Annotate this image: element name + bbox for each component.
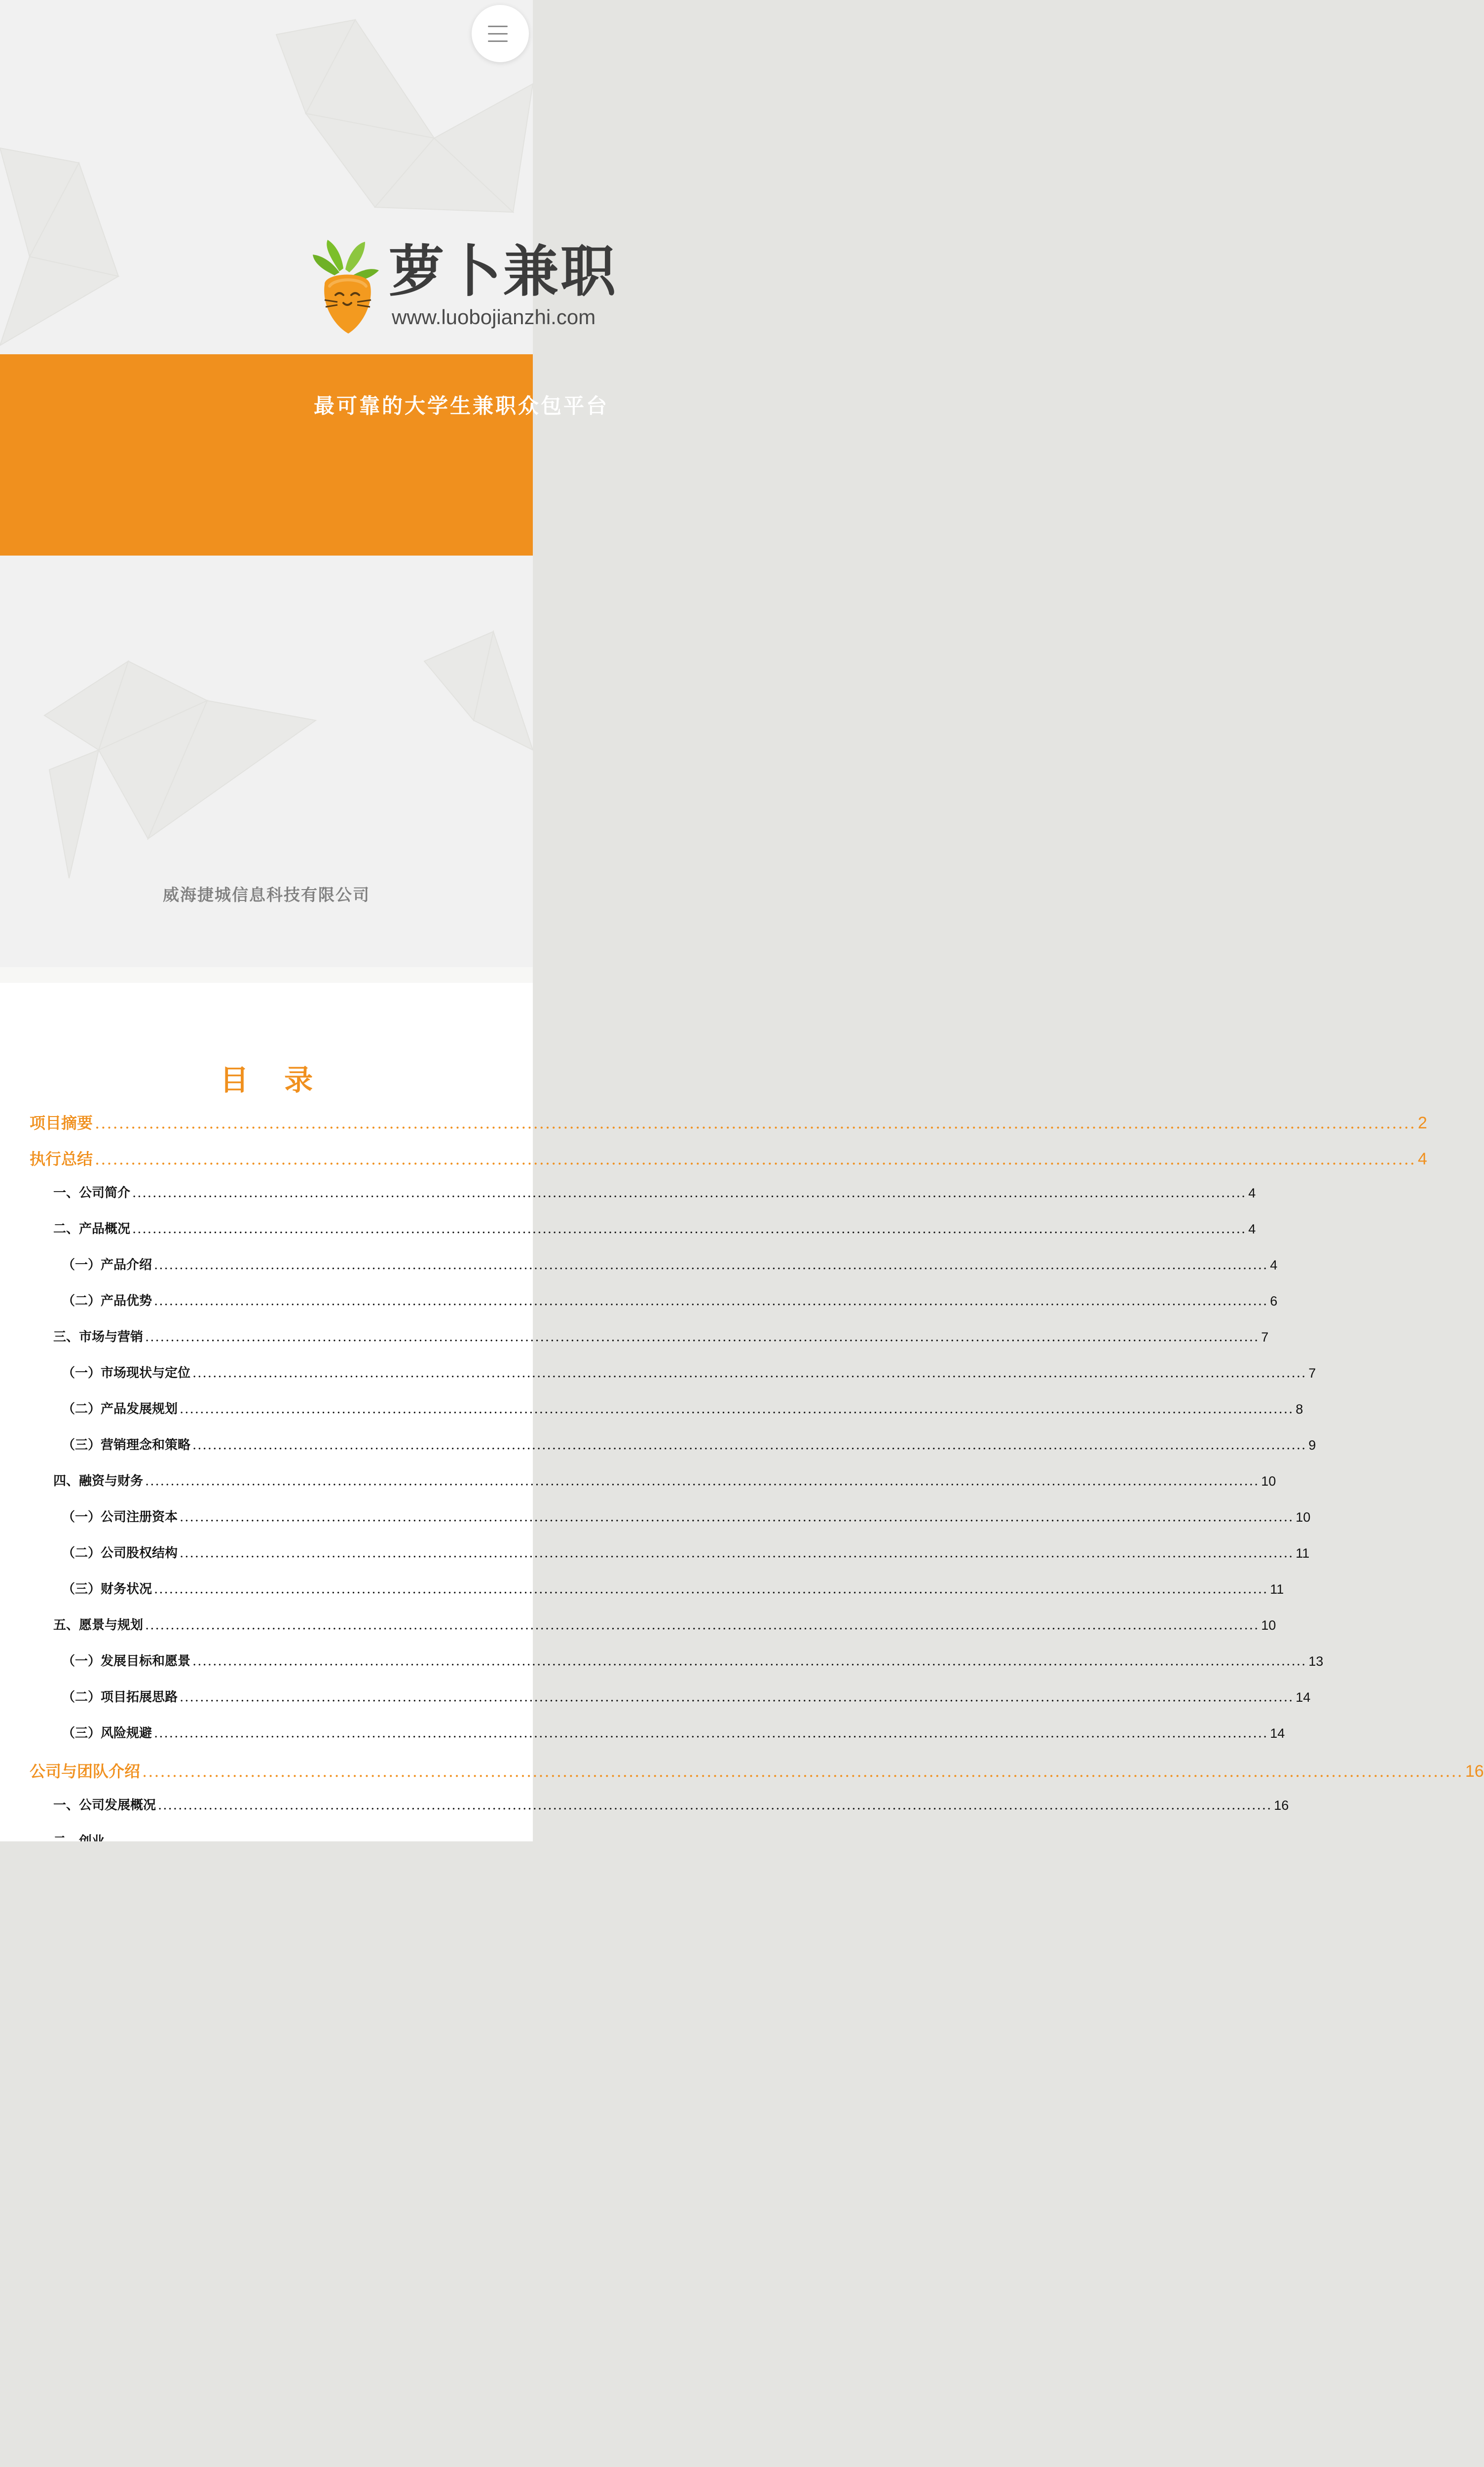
toc-entry-page: 7	[1308, 1366, 1316, 1381]
hamburger-menu-icon	[488, 26, 508, 27]
toc-entry-page: 13	[1308, 1654, 1324, 1669]
toc-entry-page: 14	[1270, 1726, 1285, 1741]
toc-entry-title: 一、公司发展概况	[53, 1798, 156, 1813]
toc-entry-page: 2	[1417, 1114, 1427, 1132]
toc-entry-title: （三）财务状况	[62, 1582, 152, 1597]
toc-entry-title: （一）公司注册资本	[62, 1510, 178, 1525]
toc-entry[interactable]	[62, 1436, 1316, 1454]
toc-entry[interactable]	[30, 1112, 1427, 1134]
toc-leader-dots: ............................................................................................................................................................................................................................	[145, 1618, 1260, 1633]
toc-leader-dots: ............................................................................................................................................................................................................................	[180, 1546, 1294, 1561]
toc-entry[interactable]	[62, 1508, 1311, 1526]
toc-leader-dots: ............................................................................................................................................................................................................................	[154, 1258, 1268, 1272]
toc-leader-dots: ............................................................................................................................................................................................................................	[132, 1186, 1247, 1200]
toc-entry-title: 四、融资与财务	[53, 1474, 144, 1489]
toc-entry-page: 4	[1270, 1258, 1278, 1272]
toc-leader-dots: ............................................................................................................................................................................................................................	[145, 1330, 1260, 1345]
toc-entry[interactable]	[53, 1328, 1269, 1346]
toc-leader-dots: ............................................................................................................................................................................................................................	[192, 1438, 1307, 1453]
toc-entry-page: 9	[1308, 1438, 1316, 1453]
toc-entry-page: 6	[1270, 1294, 1278, 1308]
menu-button[interactable]	[472, 5, 529, 62]
toc-entry-title: 二、产品概况	[53, 1222, 131, 1236]
toc-entry[interactable]	[62, 1364, 1316, 1382]
page-gap	[0, 967, 533, 983]
toc-entry-page: 11	[1270, 1582, 1284, 1597]
toc-entry[interactable]	[53, 1472, 1276, 1490]
toc-leader-dots: ............................................................................................................................................................................................................................	[154, 1726, 1268, 1741]
toc-entry[interactable]	[62, 1292, 1278, 1310]
carrot-mascot-icon	[305, 237, 384, 336]
brand-logo	[305, 237, 618, 340]
toc-entry-page: 11	[1296, 1546, 1310, 1561]
toc-entry-title: （三）营销理念和策略	[62, 1438, 191, 1453]
toc-entry[interactable]	[30, 1148, 1427, 1170]
toc-leader-dots: ............................................................................................................................................................................................................................	[132, 1222, 1247, 1236]
logo-url: www.luobojianzhi.com	[392, 305, 596, 329]
toc-leader-dots: ............................................................................................................................................................................................................................	[145, 1474, 1260, 1489]
empty-background	[0, 1841, 533, 2467]
toc-entry-page: 14	[1296, 1690, 1311, 1705]
toc-entry-title: （二）产品优势	[62, 1294, 152, 1308]
toc-entry-page: 10	[1296, 1510, 1311, 1525]
toc-entry[interactable]	[62, 1580, 1284, 1598]
toc-entry-title: （二）产品发展规划	[62, 1402, 178, 1417]
toc-entry-title: （二）项目拓展思路	[62, 1690, 178, 1705]
toc-entry[interactable]	[30, 1760, 1484, 1782]
toc-leader-dots: ............................................................................................................................................................................................................................	[192, 1654, 1307, 1669]
toc-entry-title: （一）产品介绍	[62, 1258, 152, 1272]
toc-entry-title: 一、公司简介	[53, 1186, 131, 1200]
toc-entry[interactable]	[62, 1544, 1310, 1562]
toc-leader-dots: ............................................................................................................................................................................................................................	[95, 1150, 1416, 1168]
toc-leader-dots: ............................................................................................................................................................................................................................	[180, 1402, 1294, 1417]
toc-leader-dots: ............................................................................................................................................................................................................................	[180, 1510, 1294, 1525]
toc-entry-page: 16	[1274, 1798, 1289, 1813]
toc-entry[interactable]	[62, 1688, 1311, 1706]
toc-leader-dots: ............................................................................................................................................................................................................................	[158, 1798, 1272, 1813]
toc-entry-page: 7	[1261, 1330, 1269, 1345]
toc-entry-page: 4	[1248, 1222, 1256, 1236]
toc-entry[interactable]	[53, 1184, 1256, 1202]
toc-entry-title: 执行总结	[30, 1150, 93, 1168]
toc-entry-title: （二）公司股权结构	[62, 1546, 178, 1561]
cover-page	[0, 0, 618, 967]
toc-entry-page: 4	[1248, 1186, 1256, 1200]
toc-leader-dots: ............................................................................................................................................................................................................................	[180, 1690, 1294, 1705]
toc-entry[interactable]	[62, 1724, 1285, 1742]
toc-entry-title: （一）发展目标和愿景	[62, 1654, 191, 1669]
slogan-band	[0, 354, 609, 556]
toc-leader-dots: ............................................................................................................................................................................................................................	[142, 1762, 1463, 1781]
toc-entry-title: （三）风险规避	[62, 1726, 152, 1741]
toc-entry-page: 16	[1465, 1762, 1484, 1781]
toc-entry-page: 4	[1417, 1150, 1427, 1168]
toc-entry-page: 8	[1296, 1402, 1303, 1417]
toc-entry-title: 五、愿景与规划	[53, 1618, 144, 1633]
toc-leader-dots: ............................................................................................................................................................................................................................	[95, 1114, 1416, 1132]
toc-entry-page: 10	[1261, 1474, 1276, 1489]
logo-wordmark: 萝卜兼职	[389, 240, 618, 304]
slogan: 最可靠的大学生兼职众包平台	[314, 394, 609, 418]
toc-entry[interactable]	[53, 1616, 1276, 1634]
toc-entry[interactable]	[62, 1652, 1324, 1670]
toc-entry-title: 三、市场与营销	[53, 1330, 144, 1345]
toc-entry-title: 项目摘要	[30, 1114, 93, 1132]
toc-entry-page: 10	[1261, 1618, 1276, 1633]
toc-leader-dots: ............................................................................................................................................................................................................................	[154, 1294, 1268, 1308]
toc-title: 目 录	[220, 1063, 326, 1097]
toc-entry[interactable]	[53, 1220, 1256, 1238]
toc-leader-dots: ............................................................................................................................................................................................................................	[192, 1366, 1307, 1381]
toc-entry-title: （一）市场现状与定位	[62, 1366, 191, 1381]
toc-entry-title: 公司与团队介绍	[30, 1762, 141, 1781]
toc-entry[interactable]	[62, 1400, 1303, 1418]
toc-leader-dots: ............................................................................................................................................................................................................................	[154, 1582, 1268, 1597]
table-of-contents-page	[0, 983, 1484, 1841]
toc-entry[interactable]	[62, 1256, 1278, 1274]
company-name: 威海捷城信息科技有限公司	[163, 885, 370, 904]
toc-entry[interactable]	[53, 1796, 1289, 1814]
